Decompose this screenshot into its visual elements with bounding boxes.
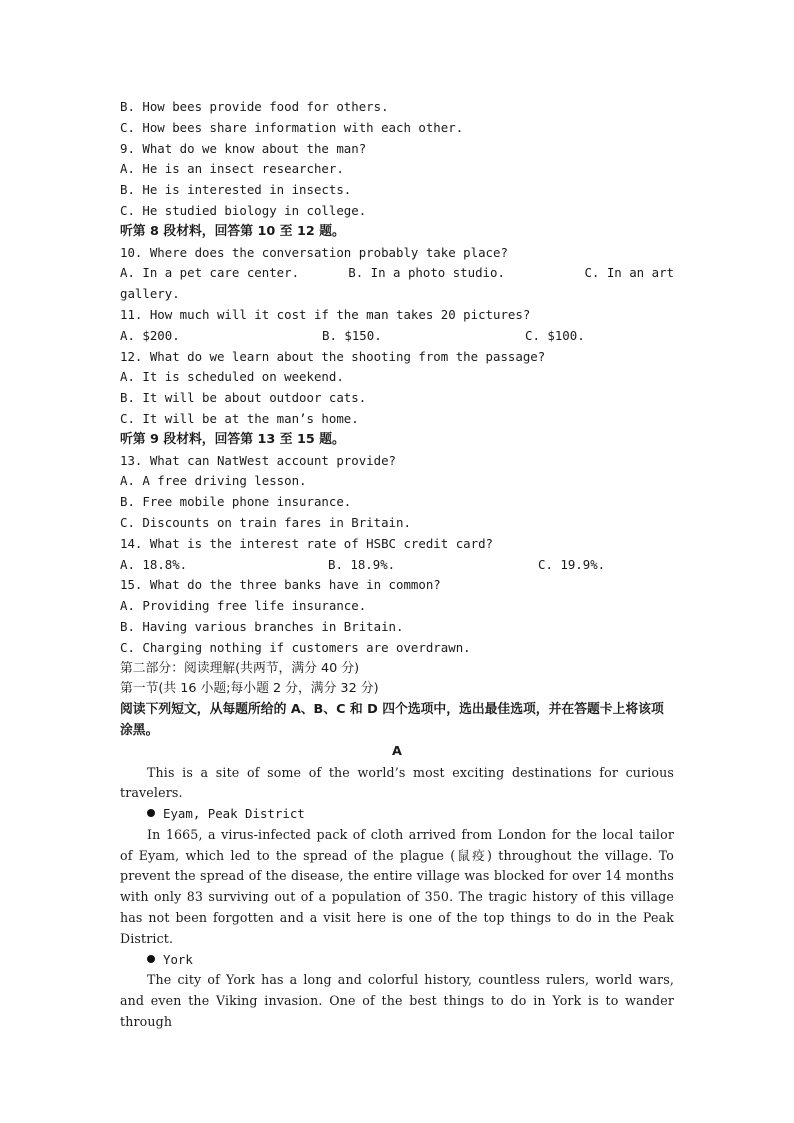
reading-part-heading: 第二部分：阅读理解(共两节，满分 40 分)	[120, 660, 360, 676]
q14-option-c: C. 19.9%.	[538, 556, 606, 572]
q8-option-b: B. How bees provide food for others.	[120, 99, 389, 114]
q11-option-c: C. $100.	[525, 327, 585, 343]
place-york-text: The city of York has a long and colorful history, countless rulers, world wars, and even the Viking invasion. One of the best things to do in York is to wander through	[120, 972, 674, 1030]
bullet-icon	[147, 809, 155, 817]
q13-question: 13. What can NatWest account provide?	[120, 452, 397, 468]
q10-option-c: C. In an art	[584, 265, 674, 281]
q11-question: 11. How much will it cost if the man takes 20 pictures?	[120, 306, 531, 322]
q11-option-a: A. $200.	[120, 327, 180, 343]
q8-option-c: C. How bees share information with each other.	[120, 119, 464, 135]
q15-question: 15. What do the three banks have in common?	[120, 577, 441, 593]
q14-option-b: B. 18.9%.	[328, 556, 396, 572]
q10-option-a: A. In a pet care center.	[120, 265, 300, 281]
passage-intro: This is a site of some of the world’s most exciting destinations for curious travelers.	[120, 764, 674, 801]
q10-option-b: B. In a photo studio.	[348, 265, 505, 281]
page-content	[120, 97, 674, 1033]
material-8-heading: 听第 8 段材料，回答第 10 至 12 题。	[120, 223, 345, 239]
q12-option-c: C. It will be at the man’s home.	[120, 410, 359, 426]
place-eyam-text: In 1665, a virus-infected pack of cloth arrived from London for the local tailor of Eyam, which led to the spread of the plague (鼠疫) throughout the village. To prevent the spread of the disease, the entire village was blocked for over 14 months with only 83 surviving out of a population of 350. The tragic history of this village has not been forgotten and a visit here is one of the top things to do in the Peak District.	[120, 826, 674, 946]
place-york-name: York	[163, 951, 193, 967]
q14-options	[120, 555, 674, 576]
q15-option-a: A. Providing free life insurance.	[120, 598, 367, 614]
place-eyam-name: Eyam, Peak District	[163, 806, 305, 822]
q15-option-b: B. Having various branches in Britain.	[120, 618, 404, 634]
q13-option-c: C. Discounts on train fares in Britain.	[120, 514, 411, 530]
q9-option-b: B. He is interested in insects.	[120, 182, 352, 198]
place-eyam-heading	[120, 804, 674, 825]
q11-options	[120, 326, 674, 347]
q9-option-a: A. He is an insect researcher.	[120, 161, 344, 177]
passage-label: A	[392, 743, 402, 759]
q14-question: 14. What is the interest rate of HSBC credit card?	[120, 535, 493, 551]
q10-options	[120, 263, 674, 284]
bullet-icon	[147, 955, 155, 963]
q9-option-c: C. He studied biology in college.	[120, 202, 367, 218]
q10-option-c-continued: gallery.	[120, 286, 180, 302]
place-york-heading	[120, 950, 674, 971]
q12-question: 12. What do we learn about the shooting from the passage?	[120, 348, 546, 364]
q15-option-c: C. Charging nothing if customers are overdrawn.	[120, 639, 471, 655]
q13-option-b: B. Free mobile phone insurance.	[120, 494, 352, 510]
q9-question: 9. What do we know about the man?	[120, 140, 367, 156]
q13-option-a: A. A free driving lesson.	[120, 473, 307, 489]
reading-instructions: 阅读下列短文，从每题所给的 A、B、C 和 D 四个选项中，选出最佳选项，并在答题卡上将该项涂黑。	[120, 702, 664, 738]
material-9-heading: 听第 9 段材料，回答第 13 至 15 题。	[120, 431, 345, 447]
reading-section-heading: 第一节(共 16 小题;每小题 2 分，满分 32 分)	[120, 681, 379, 697]
q14-option-a: A. 18.8%.	[120, 556, 188, 572]
q11-option-b: B. $150.	[322, 327, 382, 343]
q10-question: 10. Where does the conversation probably take place?	[120, 244, 508, 260]
q12-option-b: B. It will be about outdoor cats.	[120, 390, 367, 406]
q12-option-a: A. It is scheduled on weekend.	[120, 369, 344, 385]
